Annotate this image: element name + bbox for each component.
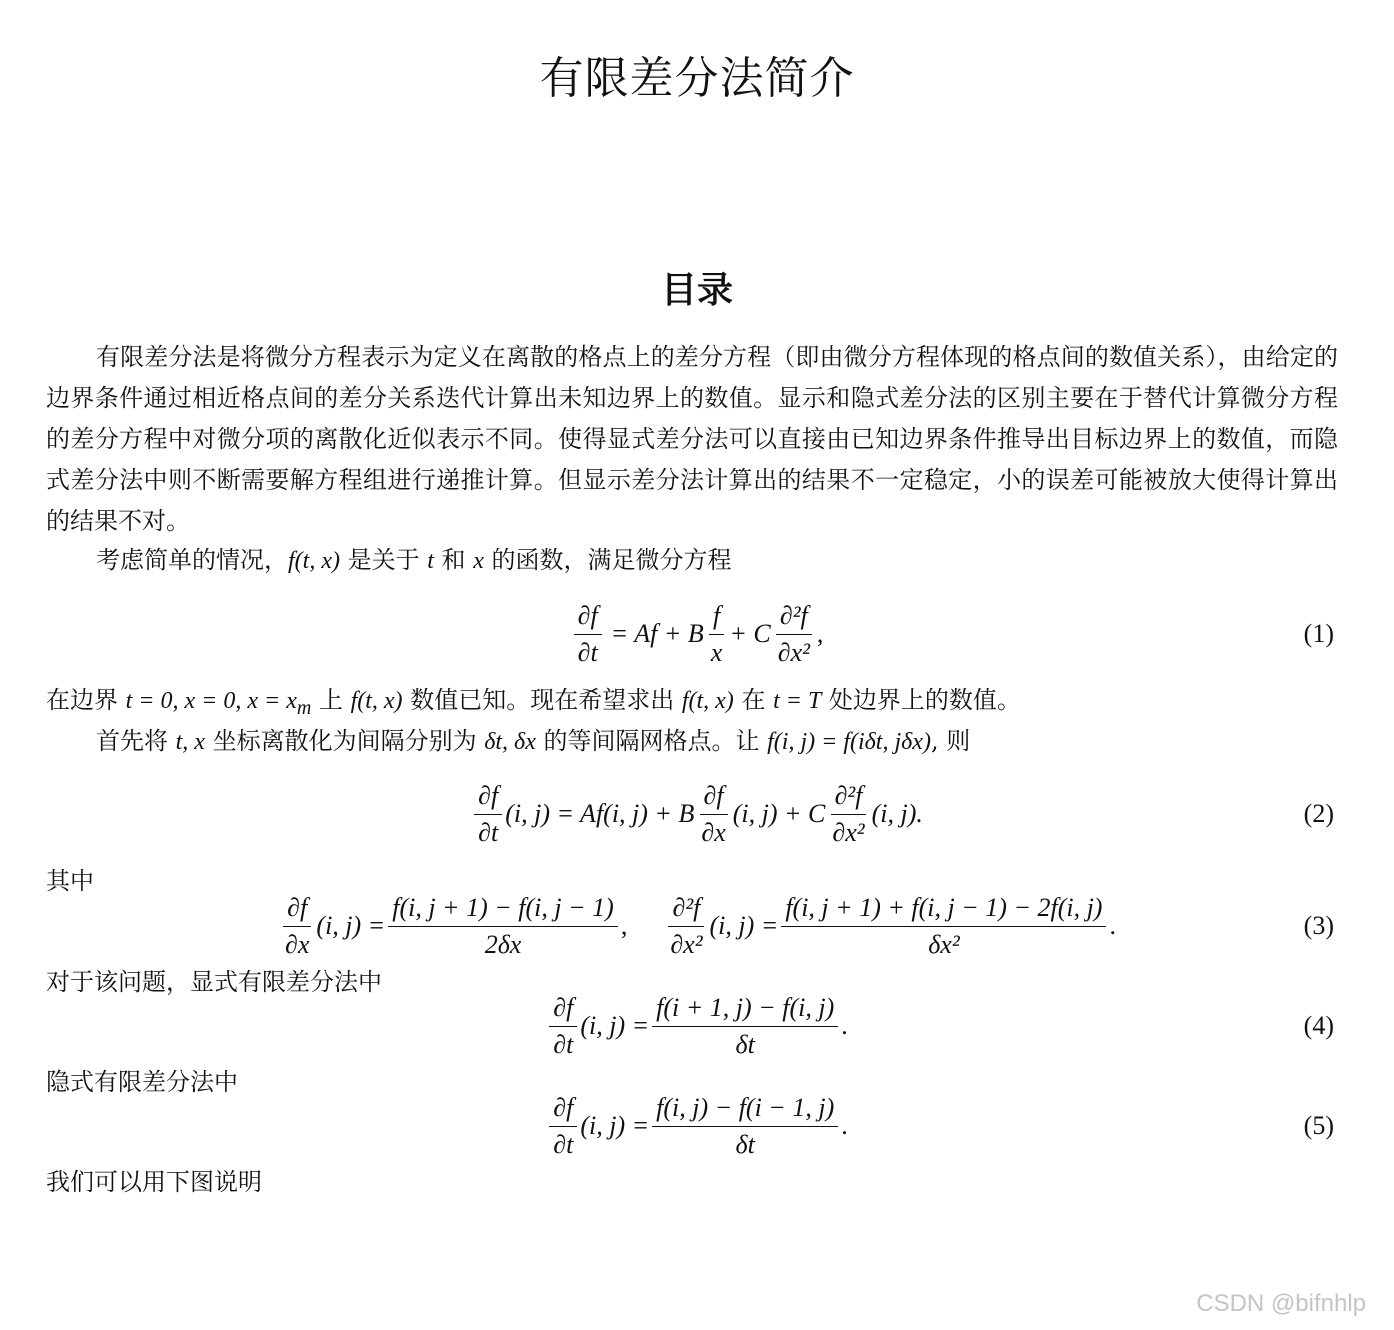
math-text: . [841,1111,848,1140]
denominator: ∂t [553,1129,574,1159]
numerator: f(i, j + 1) + f(i, j − 1) − 2f(i, j) [781,892,1106,927]
denominator: ∂t [553,1029,574,1059]
fraction [549,1092,577,1161]
fraction [666,892,706,961]
denominator: ∂x [285,929,310,959]
numerator: f(i + 1, j) − f(i, j) [652,992,838,1027]
denominator: ∂t [478,817,499,847]
equation-1 [0,598,1394,670]
equation-number: (5) [1303,1111,1334,1140]
text: 数值已知。现在希望求出 [402,686,682,714]
line-boundary [46,683,1021,725]
page-title: 有限差分法简介 [539,53,855,104]
numerator: ∂²f [831,780,867,815]
text: 在边界 [46,686,126,714]
fraction [388,892,618,961]
math-inline: t [427,548,434,574]
math-text: (i, j). [871,799,923,828]
denominator: ∂t [577,637,598,667]
math-text: (i, j) = [580,1011,650,1040]
fraction [707,600,727,669]
text: 的函数，满足微分方程 [483,546,732,574]
equation-number: (1) [1303,619,1334,648]
denominator: 2δx [484,929,522,959]
denominator: ∂x² [832,817,865,847]
denominator: δt [735,1029,755,1059]
text: 是关于 [339,546,428,574]
math-text: = Af + B [610,619,704,648]
math-text: , [816,619,824,648]
math-inline: δt, δx [484,729,536,755]
text: 坐标离散化为间隔分别为 [204,727,485,755]
math-text: . [841,1011,848,1040]
fraction [781,892,1106,961]
fraction [574,600,602,669]
text: , 则 [930,727,971,755]
math-inline: x [473,548,484,574]
math-inline: f(t, x) [681,688,734,714]
denominator: δx² [928,929,960,959]
text: 处边界上的数值。 [821,686,1021,714]
numerator: ∂f [700,780,728,815]
line-simple-case [96,543,731,578]
fraction [652,1092,838,1161]
label-qizhong: 其中 [46,867,94,895]
math-text: , [620,911,628,940]
label-implicit: 隐式有限差分法中 [46,1068,238,1096]
label-explicit: 对于该问题，显式有限差分法中 [46,968,382,996]
intro-paragraph: 有限差分法是将微分方程表示为定义在离散的格点上的差分方程（即由微分方程体现的格点间的数值关系），由给定的边界条件通过相近格点间的差分关系迭代计算出未知边界上的数值。显示和隐式差分法的区别主要在于替代计算微分方程的差分方程中对微分项的离散化近似表示不同。使得显式差分法可以直接由已知边界条件推导出目标边界上的数值，而隐式差分法中则不断需要解方程组进行递推计算。但显示差分法计算出的结果不一定稳定，小的误差可能被放大使得计算出的结果不对。 [46,343,1338,535]
closing-text: 我们可以用下图说明 [46,1168,262,1196]
math-text: . [1109,911,1116,940]
denominator: ∂x² [670,929,703,959]
text: 在 [733,686,774,714]
math-text: (i, j) + C [732,799,826,828]
numerator: ∂²f [776,600,812,635]
fraction [697,780,729,849]
math-inline: t, x [175,729,205,755]
fraction [549,992,577,1061]
math-inline: t = T [773,688,822,714]
equation-4 [0,990,1394,1062]
numerator: ∂f [549,1092,577,1127]
math-text: (i, j) = [709,911,779,940]
equation-number: (2) [1303,799,1334,828]
fraction [652,992,838,1061]
text: 首先将 [96,727,176,755]
equation-3 [0,890,1394,962]
text: 上 [311,686,351,714]
math-inline: f(t, x) [350,688,403,714]
fraction [828,780,868,849]
numerator: ∂f [574,600,602,635]
equation-number: (3) [1303,911,1334,940]
math-text: (i, j) = [316,911,386,940]
math-inline: t = 0, x = 0, x = x [125,688,297,714]
text: 和 [433,546,474,574]
math-inline: f(t, x) [288,548,340,574]
math-text: (i, j) = Af(i, j) + B [505,799,695,828]
numerator: ∂f [549,992,577,1027]
equation-5 [0,1090,1394,1162]
numerator: f(i, j + 1) − f(i, j − 1) [388,892,618,927]
math-text: + C [729,619,771,648]
numerator: ∂f [474,780,502,815]
numerator: f [709,600,724,635]
fraction [774,600,814,669]
numerator: ∂²f [668,892,704,927]
line-discretize [96,724,970,759]
numerator: ∂f [283,892,311,927]
math-inline: f(i, j) = f(iδt, jδx) [767,729,931,755]
equation-2 [0,778,1394,850]
denominator: x [710,637,723,667]
equation-number: (4) [1303,1011,1334,1040]
toc-heading: 目录 [660,270,733,311]
fraction [474,780,502,849]
math-subscript: m [296,696,312,719]
denominator: ∂x² [777,637,810,667]
watermark: CSDN @bifnhlp [1196,1290,1366,1317]
denominator: δt [735,1129,755,1159]
denominator: ∂x [701,817,726,847]
text: 考虑简单的情况， [96,546,288,574]
math-text: (i, j) = [580,1111,650,1140]
text: 的等间隔网格点。让 [535,727,768,755]
numerator: f(i, j) − f(i − 1, j) [652,1092,838,1127]
fraction [281,892,313,961]
